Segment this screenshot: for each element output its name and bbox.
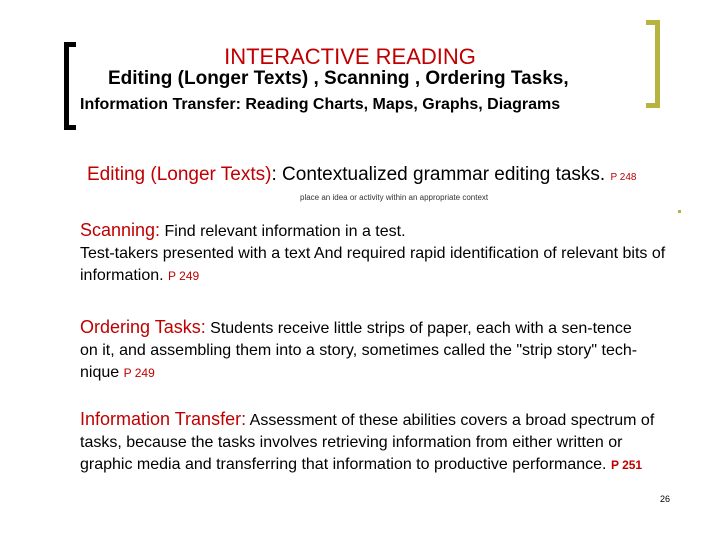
scanning-heading: Scanning: (80, 220, 161, 240)
scanning-line1: Find relevant information in a test. (160, 223, 406, 240)
transfer-page-ref: P 251 (610, 458, 643, 472)
scanning-section (80, 219, 680, 287)
ordering-section (80, 316, 640, 384)
editing-heading: Editing (Longer Texts) (87, 164, 272, 185)
slide-subtitle-2: Information Transfer: Reading Charts, Maps, Graphs, Diagrams (80, 96, 561, 113)
decorative-dot (678, 210, 681, 213)
transfer-section (80, 408, 670, 476)
scanning-text: Test-takers presented with a text And required rapid identification of relevant bits of information. (80, 245, 666, 284)
transfer-heading: Information Transfer: (80, 409, 247, 429)
ordering-heading: Ordering Tasks: (80, 317, 206, 337)
slide-title: INTERACTIVE READING (224, 44, 476, 69)
slide-subtitle-1: Editing (Longer Texts) , Scanning , Ordering Tasks, (108, 68, 569, 89)
transfer-text: Assessment of these abilities covers a broad spectrum of tasks, because the tasks involves retrieving information from either written or graphic media and transferring that information to productive performance. (80, 412, 655, 473)
editing-note: place an idea or activity within an appropriate context (300, 193, 489, 202)
ordering-page-ref: P 249 (123, 366, 155, 380)
editing-section (87, 164, 636, 186)
editing-text: : Contextualized grammar editing tasks. (271, 164, 606, 185)
editing-page-ref: P 248 (610, 172, 637, 183)
page-number: 26 (660, 494, 671, 504)
ordering-text: Students receive little strips of paper, each with a sen-tence on it, and assembling them into a story, sometimes called the "strip story" tech-nique (80, 320, 638, 381)
scanning-page-ref: P 249 (168, 269, 200, 283)
